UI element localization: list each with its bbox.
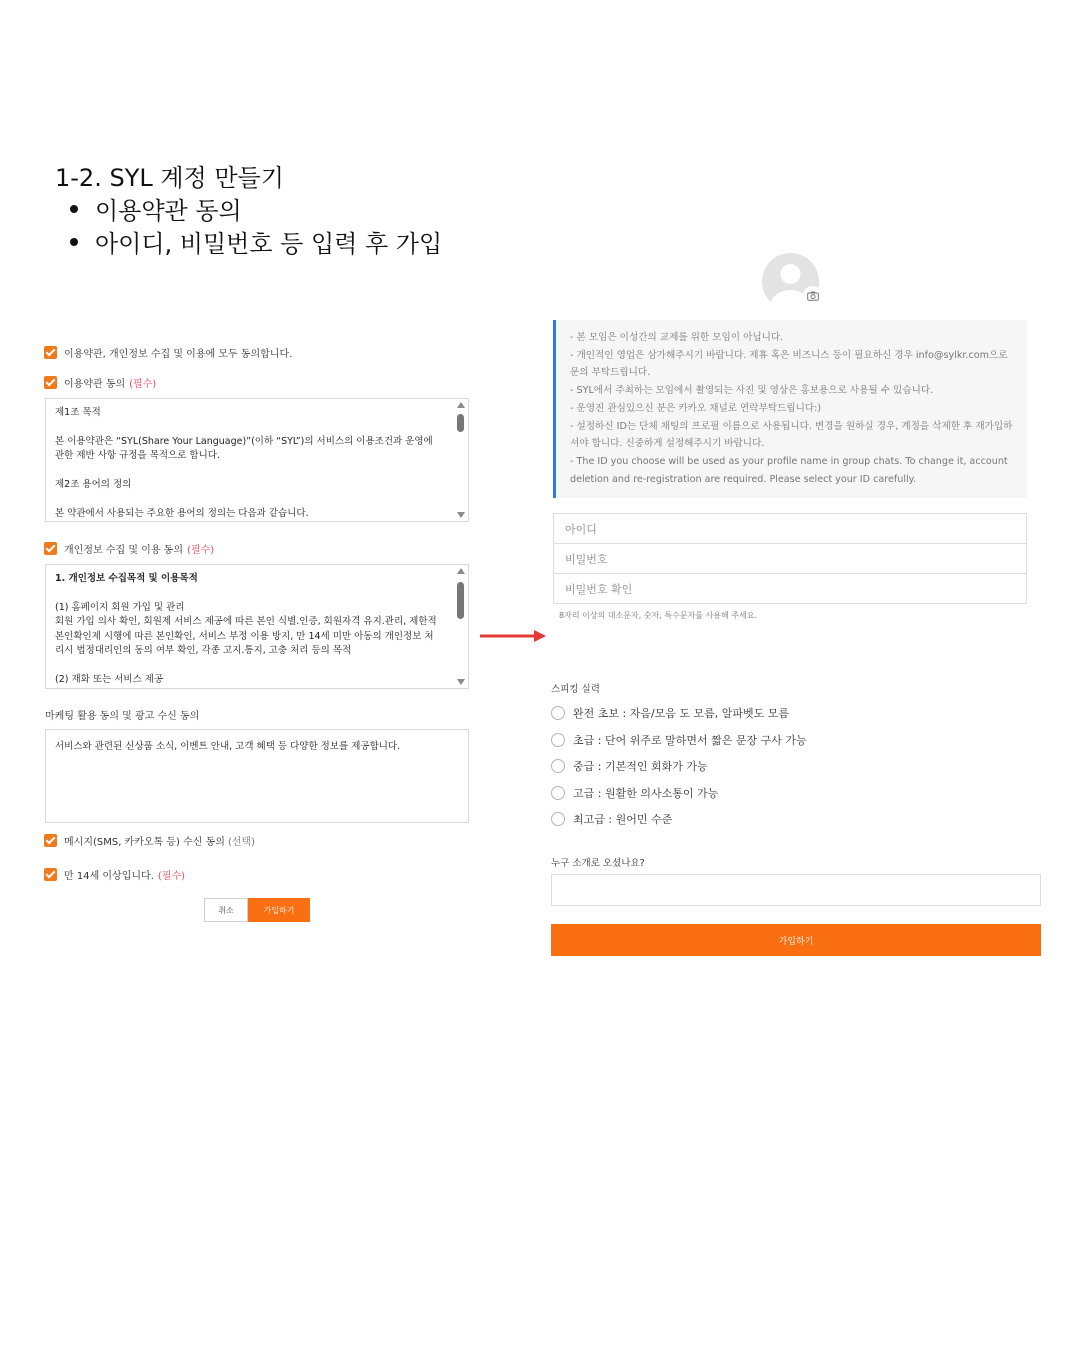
password-confirm-field[interactable] — [553, 573, 1027, 604]
cancel-button[interactable]: 취소 — [204, 898, 248, 922]
checkbox-checked-icon[interactable] — [44, 542, 57, 555]
privacy-item-1-body: 회원 가입 의사 확인, 회원제 서비스 제공에 따른 본인 식별.인증, 회원자격 유지.관리, 제한적 본인확인제 시행에 따른 본인확인, 서비스 부정 이용 방지, 만 14세 미만 아동의 개인정보 처리시 법정대리인의 동의 여부 확인, 각종 고지.통지, 고충 처리 등의 목적 — [55, 616, 437, 657]
scrollbar[interactable] — [454, 565, 468, 688]
age-agree-label: 만 14세 이상입니다. — [64, 871, 154, 882]
id-field[interactable] — [553, 513, 1027, 544]
privacy-agree-label: 개인정보 수집 및 이용 동의 — [64, 545, 183, 556]
password-confirm-placeholder: 비밀번호 확인 — [565, 582, 633, 596]
privacy-item-1-title: (1) 홈페이지 회원 가입 및 관리 — [55, 601, 185, 613]
speaking-option[interactable] — [551, 732, 807, 748]
terms-textbox[interactable] — [45, 398, 469, 522]
notice-box — [553, 320, 1027, 498]
bullet-dot — [70, 238, 78, 246]
checkbox-checked-icon[interactable] — [44, 868, 57, 881]
radio-unchecked-icon[interactable] — [551, 759, 565, 773]
speaking-option[interactable] — [551, 811, 672, 827]
radio-unchecked-icon[interactable] — [551, 812, 565, 826]
scroll-thumb[interactable] — [457, 582, 464, 619]
privacy-agree-row[interactable] — [44, 541, 214, 556]
marketing-text: 서비스와 관련된 신상품 소식, 이벤트 안내, 고객 혜택 등 다양한 정보를 제공합니다. — [55, 741, 401, 752]
checkbox-checked-icon[interactable] — [44, 346, 57, 359]
optional-tag: (선택) — [227, 837, 256, 848]
terms-heading-1: 제1조 목적 — [55, 407, 101, 418]
speaking-level-label: 스피킹 실력 — [551, 684, 600, 695]
page-title: 1-2. SYL 계정 만들기 — [55, 164, 284, 192]
referral-input[interactable] — [551, 874, 1041, 906]
scroll-up-icon[interactable] — [457, 402, 465, 408]
speaking-option[interactable] — [551, 758, 708, 774]
join-button[interactable]: 가입하기 — [248, 898, 310, 922]
privacy-textbox[interactable] — [45, 564, 469, 689]
marketing-label: 마케팅 활용 동의 및 광고 수신 동의 — [45, 711, 200, 722]
terms-agree-label: 이용약관 동의 — [64, 379, 126, 390]
id-placeholder: 아이디 — [565, 522, 597, 536]
notice-line: - 본 모임은 이성간의 교제를 위한 모임이 아닙니다. — [570, 332, 784, 343]
terms-agree-row[interactable] — [44, 375, 156, 390]
bullet-text: 이용약관 동의 — [95, 197, 242, 225]
bullet-text: 아이디, 비밀번호 등 입력 후 가입 — [95, 230, 443, 258]
scroll-up-icon[interactable] — [457, 568, 465, 574]
scroll-down-icon[interactable] — [457, 679, 465, 685]
bullet-dot — [70, 205, 78, 213]
speaking-option[interactable] — [551, 705, 789, 721]
notice-line: - 설정하신 ID는 단체 채팅의 프로필 이름으로 사용됩니다. 변경을 원하실 경우, 계정을 삭제한 후 재가입하셔야 합니다. 신중하게 설정해주시기 바랍니다. — [570, 420, 1013, 450]
notice-line: - SYL에서 주최하는 모임에서 촬영되는 사진 및 영상은 홍보용으로 사용될 수 있습니다. — [570, 385, 934, 397]
speaking-option-label: 초급 : 단어 위주로 말하면서 짧은 문장 구사 가능 — [573, 734, 807, 747]
required-tag: (필수) — [186, 545, 215, 556]
radio-unchecked-icon[interactable] — [551, 706, 565, 720]
arrow-right-icon — [478, 628, 548, 644]
marketing-textbox[interactable] — [45, 729, 469, 823]
checkbox-checked-icon[interactable] — [44, 834, 57, 847]
scroll-down-icon[interactable] — [457, 512, 465, 518]
scrollbar[interactable] — [454, 399, 468, 521]
privacy-heading: 1. 개인정보 수집목적 및 이용목적 — [55, 573, 198, 584]
speaking-option-label: 중급 : 기본적인 회화가 가능 — [573, 760, 708, 773]
speaking-option-label: 고급 : 원활한 의사소통이 가능 — [573, 787, 719, 800]
speaking-option-label: 완전 초보 : 자음/모음 도 모름, 알파벳도 모름 — [573, 707, 790, 720]
radio-unchecked-icon[interactable] — [551, 786, 565, 800]
age-agree-row[interactable] — [44, 867, 185, 882]
sms-agree-label: 메시지(SMS, 카카오톡 등) 수신 동의 — [64, 837, 225, 848]
password-hint: 8자리 이상의 대소문자, 숫자, 특수문자를 사용해 주세요. — [559, 611, 757, 620]
agree-all-label: 이용약관, 개인정보 수집 및 이용에 모두 동의합니다. — [64, 349, 293, 360]
camera-icon[interactable] — [803, 286, 822, 305]
bullet-item — [70, 191, 242, 226]
speaking-option-label: 최고급 : 원어민 수준 — [573, 813, 673, 826]
sms-agree-row[interactable] — [44, 833, 255, 848]
privacy-item-2-title: (2) 재화 또는 서비스 제공 — [55, 673, 164, 685]
notice-line: - 개인적인 영업은 삼가해주시기 바랍니다. 제휴 혹은 비즈니스 등이 필요하신 경우 info@sylkr.com으로 문의 부탁드립니다. — [570, 349, 1008, 379]
radio-unchecked-icon[interactable] — [551, 733, 565, 747]
required-tag: (필수) — [129, 379, 157, 390]
password-field[interactable] — [553, 543, 1027, 574]
password-placeholder: 비밀번호 — [565, 552, 608, 566]
terms-heading-2: 제2조 용어의 정의 — [55, 479, 132, 491]
bullet-item — [70, 224, 442, 259]
notice-line: - The ID you choose will be used as your profile name in group chats. To change it, account deletion and re-registration are required. Please select your ID carefully. — [570, 455, 1008, 485]
speaking-option[interactable] — [551, 785, 718, 801]
terms-paragraph-2: 본 약관에서 사용되는 주요한 용어의 정의는 다음과 같습니다. — [55, 507, 309, 519]
join-button[interactable]: 가입하기 — [551, 924, 1041, 956]
required-tag: (필수) — [157, 871, 186, 882]
notice-line: - 운영진 관심있으신 분은 카카오 채널로 연락부탁드립니다:) — [570, 402, 822, 414]
scroll-thumb[interactable] — [457, 414, 464, 432]
referral-label: 누구 소개로 오셨나요? — [551, 858, 645, 869]
checkbox-checked-icon[interactable] — [44, 376, 57, 389]
agree-all-row[interactable] — [44, 345, 292, 360]
terms-paragraph-1: 본 이용약관은 “SYL(Share Your Language)”(이하 “SYL”)의 서비스의 이용조건과 운영에 관한 제반 사항 규정을 목적으로 합니다. — [55, 435, 433, 462]
